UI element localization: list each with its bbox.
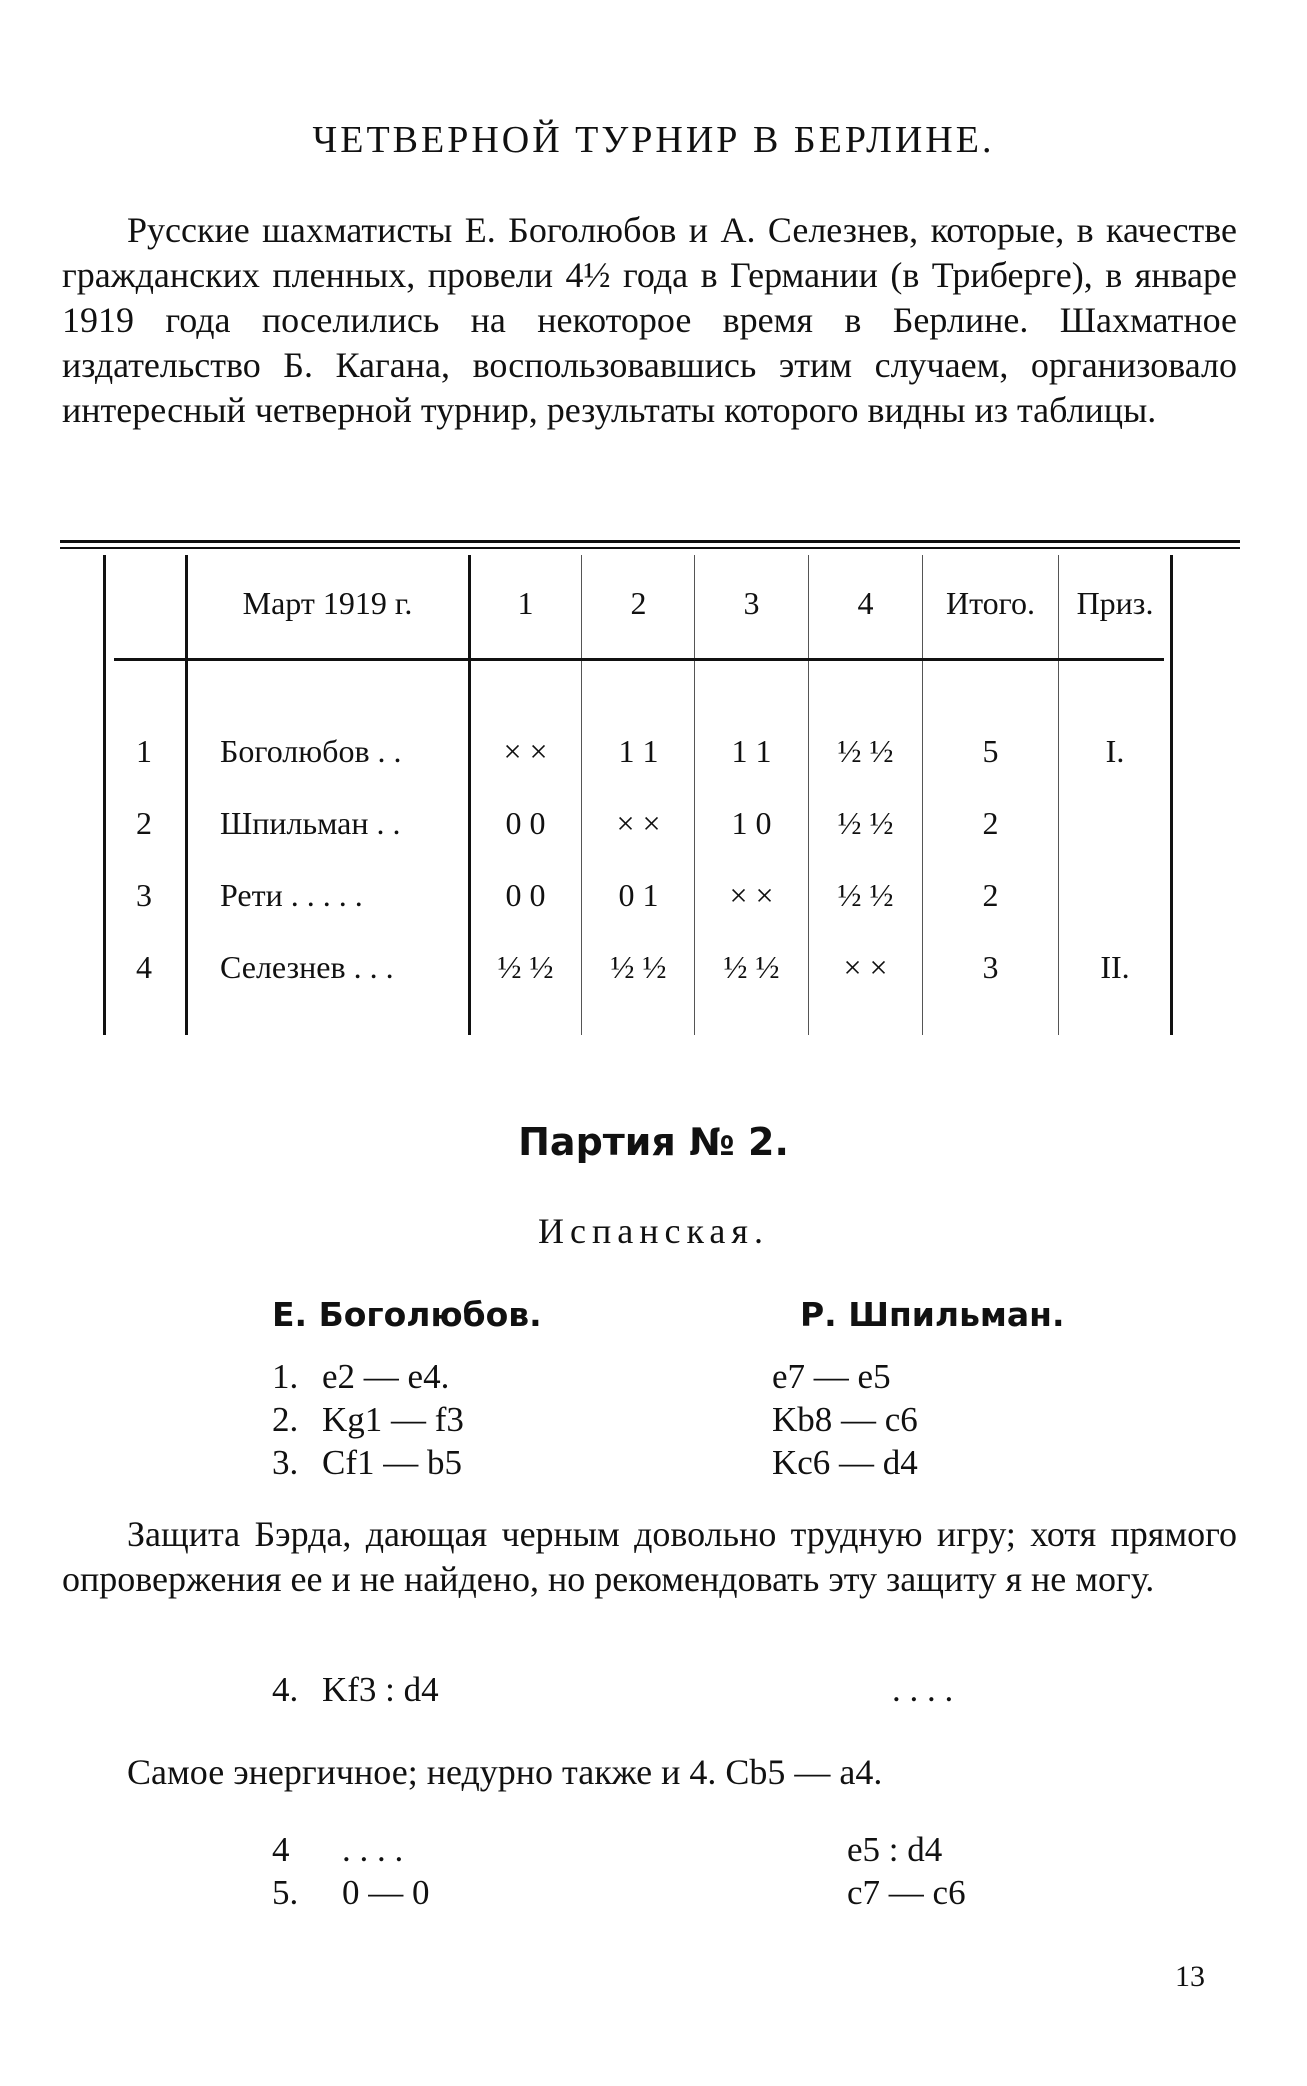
comment-2: Самое энергичное; недурно также и 4. Cb5 — a4. — [127, 1752, 883, 1792]
white-move: e2 — e4. — [322, 1357, 450, 1396]
black-move: e5 : d4 — [847, 1830, 943, 1869]
header-col-3: 3 — [743, 585, 760, 621]
result-cell: × × — [843, 949, 888, 985]
move-number: 4 — [272, 1830, 290, 1869]
total-cell: 5 — [982, 733, 999, 769]
result-cell: ½ ½ — [610, 949, 667, 985]
table-top-rule-2 — [60, 547, 1240, 549]
player-name: Рети . . . . . — [220, 877, 363, 913]
table-vline — [694, 555, 695, 1035]
table-vline — [581, 555, 582, 1035]
move-row — [272, 1398, 918, 1441]
move-number: 4. — [272, 1670, 299, 1709]
result-cell: × × — [616, 805, 661, 841]
comment-1: Защита Бэрда, дающая черным довольно трудную игру; хотя прямого опровержения ее и не найдено, но рекомендовать эту защиту я не могу. — [62, 1514, 1237, 1599]
tournament-table — [60, 540, 1240, 1050]
move-row — [272, 1871, 966, 1914]
result-cell: 0 1 — [618, 877, 659, 913]
prize-cell: I. — [1105, 733, 1125, 769]
move-row — [272, 1355, 891, 1398]
result-cell: ½ ½ — [497, 949, 554, 985]
opening-name: Испанская. — [538, 1211, 769, 1251]
row-number: 3 — [136, 877, 152, 913]
black-move: Kb8 — c6 — [772, 1400, 918, 1439]
moves-block-3 — [272, 1828, 1072, 1918]
black-move: e7 — e5 — [772, 1357, 891, 1396]
result-cell: 0 0 — [505, 877, 546, 913]
result-cell: 1 0 — [731, 805, 772, 841]
move-number: 3. — [272, 1443, 299, 1482]
prize-cell: II. — [1100, 949, 1130, 985]
result-cell: ½ ½ — [723, 949, 780, 985]
white-move: Kf3 : d4 — [322, 1670, 439, 1709]
white-player: Е. Боголюбов. — [272, 1295, 542, 1334]
black-move: c7 — c6 — [847, 1873, 966, 1912]
white-move: Cf1 — b5 — [322, 1443, 462, 1482]
header-col-2: 2 — [630, 585, 647, 621]
header-total: Итого. — [946, 585, 1035, 621]
white-move: Kg1 — f3 — [322, 1400, 464, 1439]
header-col-1: 1 — [517, 585, 534, 621]
row-number: 2 — [136, 805, 152, 841]
black-move: Kc6 — d4 — [772, 1443, 918, 1482]
moves-block-1 — [272, 1355, 1072, 1490]
table-top-rule — [60, 540, 1240, 543]
table-vline — [185, 555, 188, 1035]
table-vline — [922, 555, 923, 1035]
table-vline — [808, 555, 809, 1035]
result-cell: ½ ½ — [837, 877, 894, 913]
total-cell: 3 — [982, 949, 999, 985]
moves-block-2 — [272, 1668, 1072, 1713]
header-col-4: 4 — [857, 585, 874, 621]
result-cell: × × — [729, 877, 774, 913]
move-row — [272, 1828, 942, 1871]
move-number: 2. — [272, 1400, 299, 1439]
table-vline — [1170, 555, 1173, 1035]
header-rule — [114, 658, 1164, 661]
move-row — [272, 1441, 918, 1484]
player-name: Шпильман . . — [220, 805, 401, 841]
white-move: 0 — 0 — [342, 1873, 430, 1912]
player-name: Боголюбов . . — [220, 733, 402, 769]
move-row — [272, 1668, 953, 1711]
black-player: Р. Шпильман. — [800, 1295, 1065, 1334]
result-cell: ½ ½ — [837, 733, 894, 769]
result-cell: 1 1 — [618, 733, 659, 769]
move-number: 5. — [272, 1873, 299, 1912]
result-cell: ½ ½ — [837, 805, 894, 841]
header-prize: Приз. — [1076, 585, 1154, 621]
result-cell: 0 0 — [505, 805, 546, 841]
player-name: Селезнев . . . — [220, 949, 394, 985]
intro-paragraph: Русские шахматисты Е. Боголюбов и А. Селезнев, которые, в качестве гражданских пленных, провели 4½ года в Германии (в Триберге), в январе 1919 года поселились на некоторое время в Берлине. Шахматное издательство Б. Кагана, воспользовавшись этим случаем, организовало интересный четверной турнир, результаты которого видны из таблицы. — [62, 210, 1237, 430]
total-cell: 2 — [982, 877, 999, 913]
header-event: Март 1919 г. — [242, 585, 413, 621]
total-cell: 2 — [982, 805, 999, 841]
white-move: . . . . — [342, 1830, 404, 1869]
row-number: 1 — [136, 733, 152, 769]
result-cell: 1 1 — [731, 733, 772, 769]
result-cell: × × — [503, 733, 548, 769]
chapter-title: ЧЕТВЕРНОЙ ТУРНИР В БЕРЛИНЕ. — [312, 119, 995, 161]
black-move: . . . . — [892, 1670, 954, 1709]
row-number: 4 — [136, 949, 152, 985]
game-title: Партия № 2. — [518, 1120, 789, 1164]
move-number: 1. — [272, 1357, 299, 1396]
page-number: 13 — [1175, 1960, 1205, 1993]
table-vline — [1058, 555, 1059, 1035]
